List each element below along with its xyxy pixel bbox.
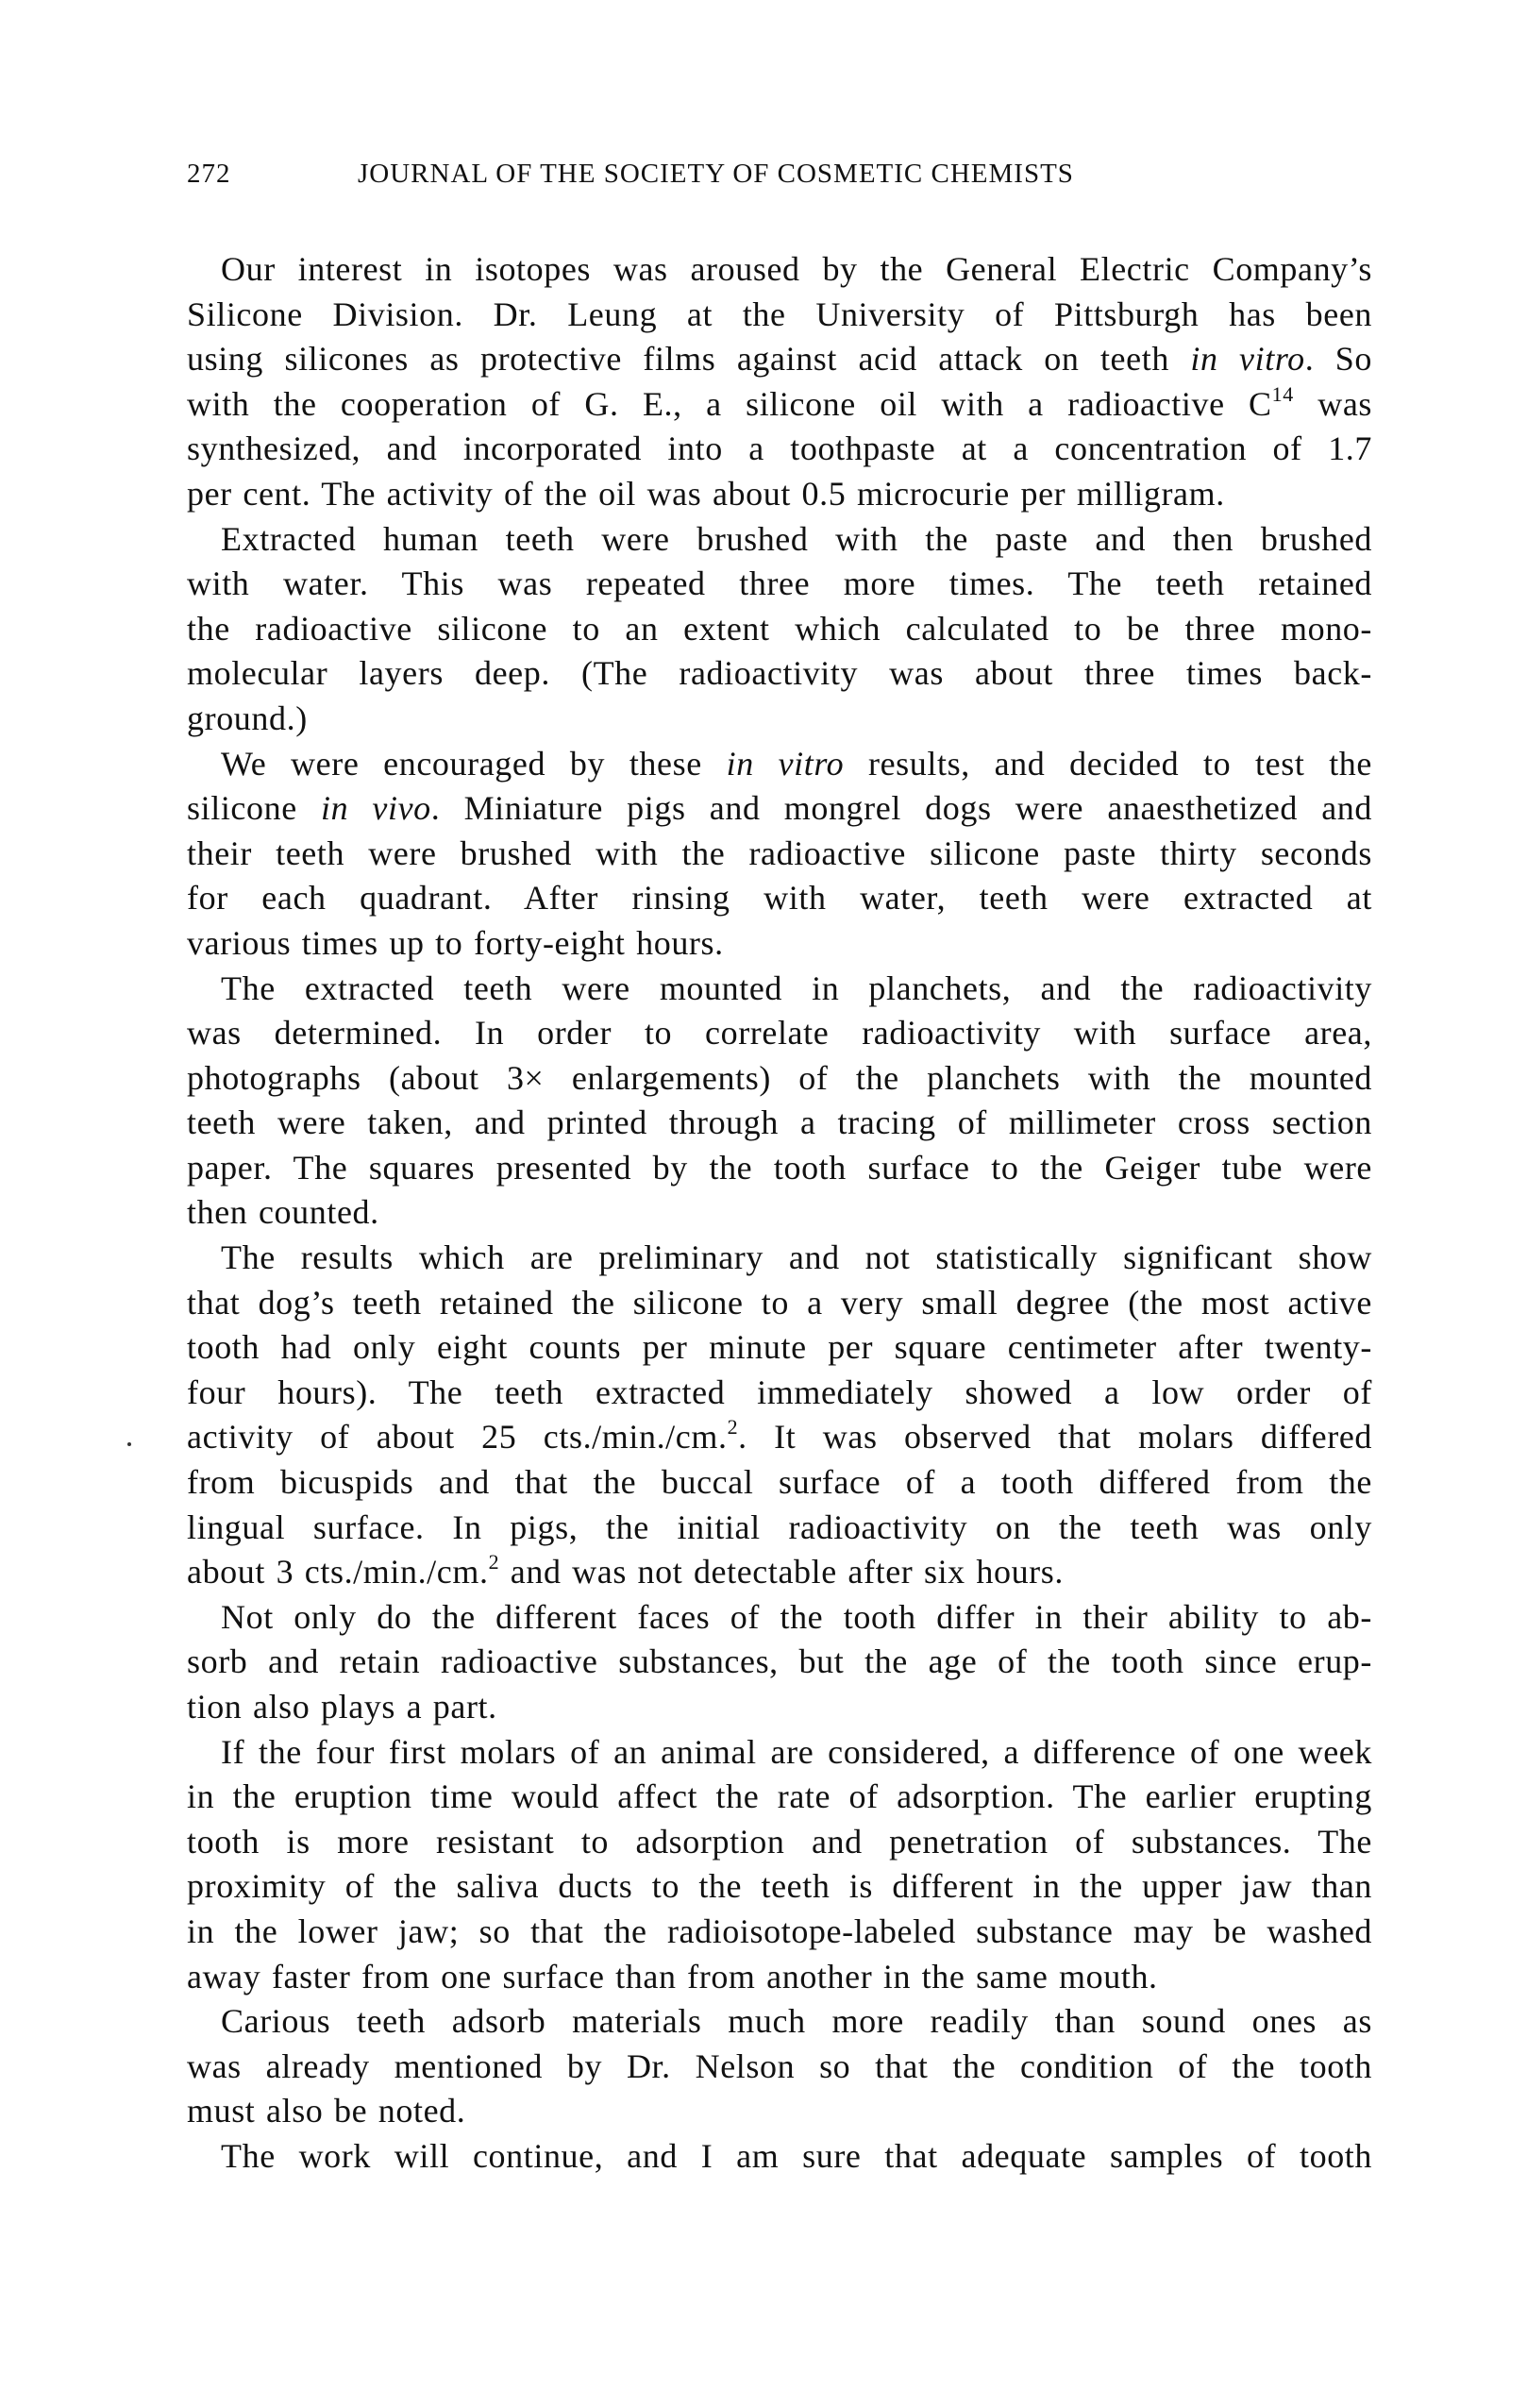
italic-term: in vitro (726, 744, 845, 783)
text-line: away faster from one surface than from another in the same mouth. (187, 1957, 1158, 1995)
superscript: 2 (488, 1550, 500, 1574)
text-line: using silicones as protective films against acid attack on teeth in vitro. So (187, 340, 1373, 379)
text-line: Not only do the different faces of the tooth differ in their ability to ab- (221, 1597, 1372, 1636)
text-line: ground.) (187, 699, 308, 737)
text-line: lingual surface. In pigs, the initial radioactivity on the teeth was only (187, 1507, 1372, 1546)
text-line: four hours). The teeth extracted immediately showed a low order of (187, 1372, 1372, 1411)
journal-title: JOURNAL OF THE SOCIETY OF COSMETIC CHEMISTS (358, 159, 1074, 189)
text-line: various times up to forty-eight hours. (187, 923, 724, 962)
text-line: sorb and retain radioactive substances, but the age of the tooth since erup- (187, 1642, 1372, 1681)
paragraph (187, 2134, 1372, 2180)
text-line: Carious teeth adsorb materials much more readily than sound ones as (221, 2002, 1372, 2041)
text-line: per cent. The activity of the oil was about 0.5 microcurie per milligram. (187, 474, 1225, 513)
text-line: must also be noted. (187, 2092, 466, 2130)
text-line: tion also plays a part. (187, 1688, 497, 1726)
text-line: teeth were taken, and printed through a tracing of millimeter cross section (187, 1103, 1372, 1142)
text-line: then counted. (187, 1193, 379, 1232)
text-line: with the cooperation of G. E., a silicone oil with a radioactive $C^{14}$ was (187, 381, 1373, 423)
text-line: The results which are preliminary and not statistically significant show (221, 1238, 1372, 1277)
text-line: was already mentioned by Dr. Nelson so that the condition of the tooth (187, 2046, 1372, 2085)
paragraph (187, 517, 1372, 742)
text-line: synthesized, and incorporated into a toothpaste at a concentration of 1.7 (187, 429, 1372, 468)
text-line: The extracted teeth were mounted in planchets, and the radioactivity (221, 968, 1372, 1007)
text-line: tooth had only eight counts per minute per square centimeter after twenty- (187, 1328, 1372, 1367)
text-line: We were encouraged by these in vitro results, and decided to test the (221, 744, 1372, 783)
paragraph (187, 1595, 1372, 1730)
text-line: Extracted human teeth were brushed with the paste and then brushed (221, 519, 1372, 558)
running-head (187, 159, 1372, 196)
text-line: for each quadrant. After rinsing with water, teeth were extracted at (187, 879, 1372, 918)
paragraph (187, 742, 1372, 967)
text-line: Our interest in isotopes was aroused by the General Electric Company’s (221, 250, 1372, 288)
text-line: Silicone Division. Dr. Leung at the University of Pittsburgh has been (187, 295, 1372, 333)
paragraph (187, 1999, 1372, 2134)
article-body (187, 247, 1372, 2180)
scan-speck (127, 1442, 131, 1446)
text-line: activity of about 25 cts./min./cm.$^2$. It was observed that molars differed (187, 1415, 1373, 1457)
text-line: in the eruption time would affect the rate of adsorption. The earlier erupting (187, 1777, 1372, 1816)
text-line: photographs (about 3× enlargements) of the planchets with the mounted (187, 1058, 1372, 1097)
text-line: that dog’s teeth retained the silicone to a very small degree (the most active (187, 1283, 1372, 1322)
text-line: silicone in vivo. Miniature pigs and mongrel dogs were anaesthetized and (187, 789, 1372, 828)
text-line: tooth is more resistant to adsorption and penetration of substances. The (187, 1822, 1372, 1861)
paragraph (187, 1236, 1372, 1595)
page-number: 272 (187, 159, 231, 189)
text-line: The work will continue, and I am sure that adequate samples of tooth (221, 2136, 1372, 2175)
text-line: their teeth were brushed with the radioactive silicone paste thirty seconds (187, 834, 1372, 872)
paragraph (187, 247, 1372, 517)
text-line: from bicuspids and that the buccal surface of a tooth differed from the (187, 1463, 1372, 1502)
text-line: was determined. In order to correlate radioactivity with surface area, (187, 1014, 1372, 1052)
text-line: paper. The squares presented by the tooth surface to the Geiger tube were (187, 1148, 1372, 1187)
text-line: molecular layers deep. (The radioactivity was about three times back- (187, 654, 1372, 693)
paragraph (187, 1730, 1372, 2000)
superscript: 14 (1271, 381, 1294, 406)
text-line: about 3 cts./min./cm.$^2$ and was not detectable after six hours. (187, 1550, 1064, 1591)
text-line: proximity of the saliva ducts to the teeth is different in the upper jaw than (187, 1867, 1372, 1906)
italic-term: in vitro (1190, 340, 1305, 379)
italic-term: in vivo (320, 789, 431, 828)
text-line: the radioactive silicone to an extent which calculated to be three mono- (187, 609, 1372, 648)
text-line: with water. This was repeated three more times. The teeth retained (187, 564, 1372, 603)
text-line: in the lower jaw; so that the radioisotope-labeled substance may be washed (187, 1911, 1372, 1950)
superscript: 2 (727, 1415, 739, 1440)
paragraph (187, 967, 1372, 1237)
text-line: If the four first molars of an animal are considered, a difference of one week (221, 1732, 1372, 1771)
